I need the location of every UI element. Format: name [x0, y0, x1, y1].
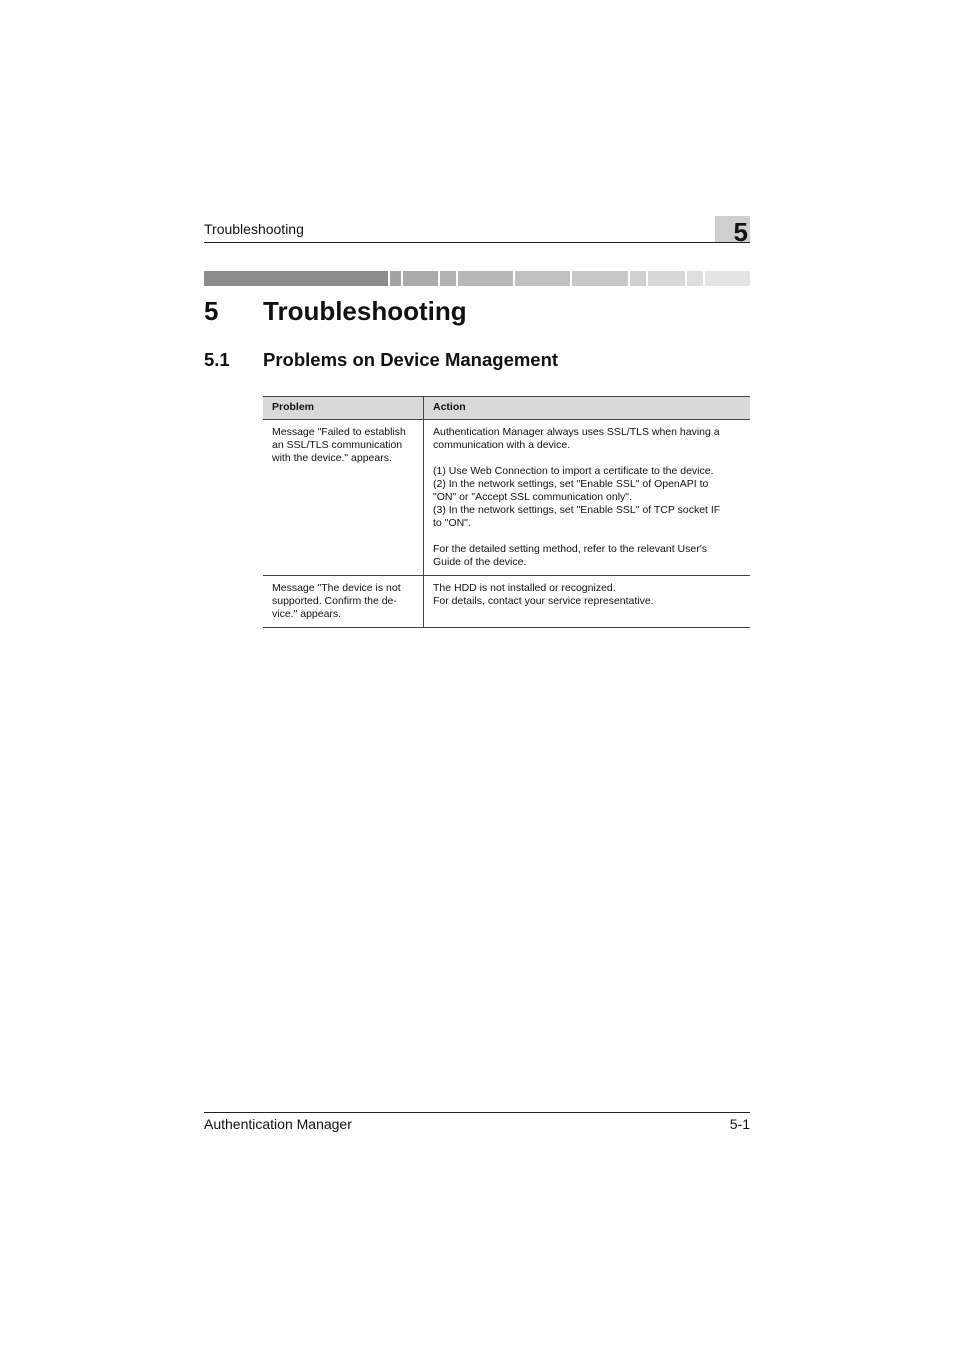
text-line: For details, contact your service representative.: [433, 595, 654, 607]
text-line: (3) In the network settings, set "Enable SSL" of TCP socket IF: [433, 504, 721, 516]
text-line: Message "The device is not: [272, 582, 401, 594]
running-footer: [204, 1112, 750, 1132]
table-row: [263, 576, 750, 628]
text-line: to "ON".: [433, 517, 471, 529]
column-header-action: Action: [424, 397, 751, 420]
text-line: (2) In the network settings, set "Enable SSL" of OpenAPI to: [433, 478, 709, 490]
text-line: Guide of the device.: [433, 556, 527, 568]
bar-segment: [440, 271, 456, 286]
text-line: For the detailed setting method, refer to the relevant User's: [433, 543, 707, 555]
problem-cell: [263, 420, 424, 576]
decorative-gradient-bar: [204, 271, 750, 286]
bar-segment: [648, 271, 685, 286]
problems-table: [263, 396, 750, 628]
running-header-title: Troubleshooting: [204, 221, 304, 237]
chapter-title: [204, 296, 467, 327]
running-header: [204, 216, 750, 247]
bar-segment: [204, 271, 388, 286]
footer-page-number: 5-1: [729, 1116, 750, 1132]
action-cell: [424, 420, 751, 576]
text-line: communication with a device.: [433, 439, 571, 451]
column-header-problem: Problem: [263, 397, 424, 420]
action-paragraph: [433, 582, 742, 608]
chapter-number-box: [715, 216, 750, 247]
section-title-number: 5.1: [204, 349, 230, 370]
text-line: "ON" or "Accept SSL communication only".: [433, 491, 632, 503]
bar-segment: [403, 271, 438, 286]
chapter-title-number: 5: [204, 296, 219, 326]
bar-segment: [458, 271, 513, 286]
action-paragraph: [433, 426, 742, 452]
text-line: with the device." appears.: [272, 452, 392, 464]
table-row: [263, 420, 750, 576]
bar-segment: [390, 271, 401, 286]
table-header-row: [263, 397, 750, 420]
action-cell: [424, 576, 751, 628]
section-title: [204, 349, 558, 371]
bar-segment: [705, 271, 750, 286]
text-line: Authentication Manager always uses SSL/TLS when having a: [433, 426, 720, 438]
text-line: an SSL/TLS communication: [272, 439, 403, 451]
action-paragraph: [433, 465, 742, 530]
section-title-text: Problems on Device Management: [263, 349, 559, 370]
chapter-number-badge: 5: [733, 217, 748, 247]
problem-cell: [263, 576, 424, 628]
footer-product-name: Authentication Manager: [204, 1116, 352, 1132]
text-line: vice." appears.: [272, 608, 342, 620]
chapter-title-text: Troubleshooting: [263, 296, 467, 326]
bar-segment: [572, 271, 627, 286]
action-paragraph: [433, 543, 742, 569]
text-line: The HDD is not installed or recognized.: [433, 582, 616, 594]
bar-segment: [630, 271, 646, 286]
bar-segment: [515, 271, 570, 286]
bar-segment: [687, 271, 703, 286]
text-line: (1) Use Web Connection to import a certificate to the device.: [433, 465, 714, 477]
text-line: supported. Confirm the de-: [272, 595, 397, 607]
text-line: Message "Failed to establish: [272, 426, 406, 438]
